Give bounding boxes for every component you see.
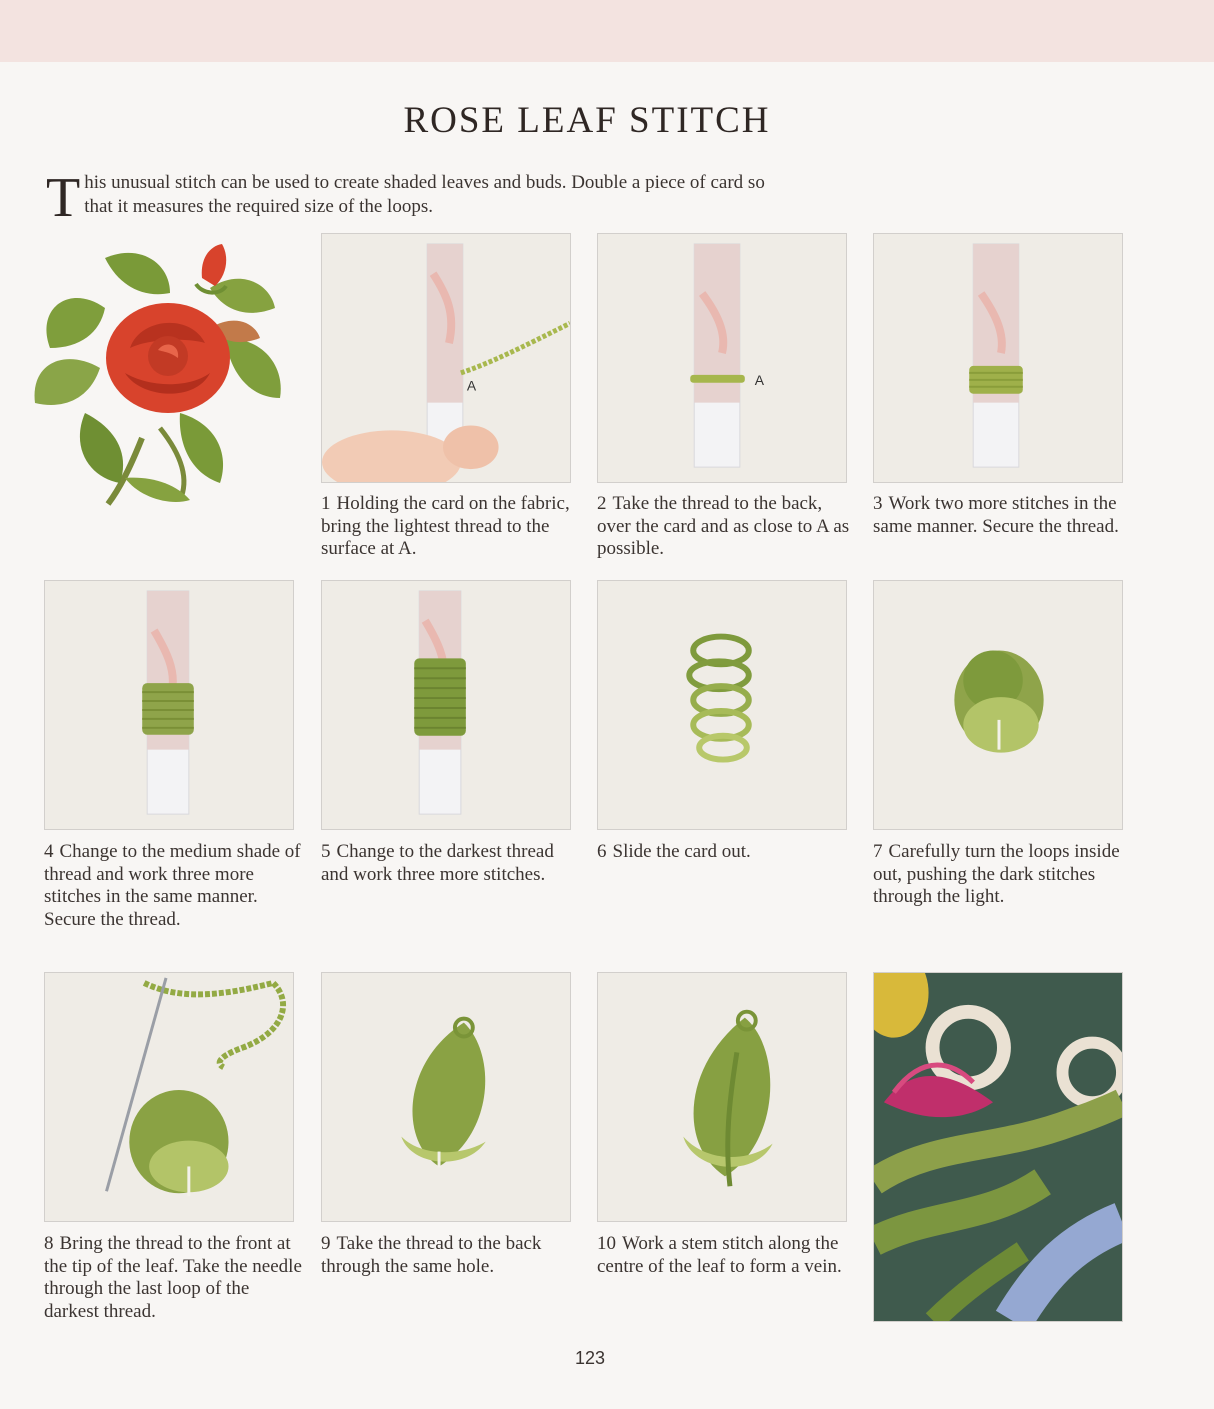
step-3-photo <box>873 233 1123 483</box>
finished-work-photo <box>873 972 1123 1322</box>
step-5-caption <box>321 841 579 886</box>
step-8-caption <box>44 1233 302 1323</box>
step-text: Change to the medium shade of thread and work three more stitches in the same manner. Secure the thread. <box>44 841 301 930</box>
step-text: Carefully turn the loops inside out, pushing the dark stitches through the light. <box>873 841 1120 907</box>
step-10-photo <box>597 972 847 1222</box>
page-title: ROSE LEAF STITCH <box>403 99 771 141</box>
step-number: 3 <box>873 493 883 514</box>
step-number: 10 <box>597 1233 616 1254</box>
step-text: Holding the card on the fabric, bring the lightest thread to the surface at A. <box>321 493 570 559</box>
step-2-photo <box>597 233 847 483</box>
step-text: Change to the darkest thread and work three more stitches. <box>321 841 554 885</box>
step-1-photo <box>321 233 571 483</box>
step-7-photo <box>873 580 1123 830</box>
point-a-label: A <box>466 377 477 394</box>
step-6-photo <box>597 580 847 830</box>
top-band <box>0 0 1214 62</box>
intro-dropcap: T <box>46 167 81 229</box>
step-number: 6 <box>597 841 607 862</box>
step-text: Slide the card out. <box>612 841 751 862</box>
step-9-caption <box>321 1233 579 1278</box>
step-text: Work a stem stitch along the centre of the leaf to form a vein. <box>597 1233 842 1277</box>
step-number: 2 <box>597 493 607 514</box>
intro-text: his unusual stitch can be used to create shaded leaves and buds. Double a piece of card so that it measures the required size of the loops. <box>84 172 765 217</box>
step-number: 9 <box>321 1233 331 1254</box>
step-9-photo <box>321 972 571 1222</box>
step-text: Bring the thread to the front at the tip of the leaf. Take the needle through the last loop of the darkest thread. <box>44 1233 302 1322</box>
step-text: Take the thread to the back through the same hole. <box>321 1233 542 1277</box>
step-4-photo <box>44 580 294 830</box>
step-number: 5 <box>321 841 331 862</box>
step-number: 4 <box>44 841 54 862</box>
step-7-caption <box>873 841 1131 909</box>
step-5-photo <box>321 580 571 830</box>
intro-paragraph <box>46 167 766 229</box>
step-2-caption <box>597 493 855 561</box>
step-number: 8 <box>44 1233 54 1254</box>
step-text: Work two more stitches in the same manner. Secure the thread. <box>873 493 1119 537</box>
page-number: 123 <box>574 1348 606 1368</box>
step-8-photo <box>44 972 294 1222</box>
step-text: Take the thread to the back, over the card and as close to A as possible. <box>597 493 850 559</box>
step-1-caption <box>321 493 579 561</box>
step-number: 7 <box>873 841 883 862</box>
step-10-caption <box>597 1233 855 1278</box>
point-a-label: A <box>754 371 765 388</box>
step-6-caption <box>597 841 855 864</box>
rose-illustration <box>30 238 292 516</box>
step-3-caption <box>873 493 1131 538</box>
step-number: 1 <box>321 493 331 514</box>
step-4-caption <box>44 841 302 931</box>
